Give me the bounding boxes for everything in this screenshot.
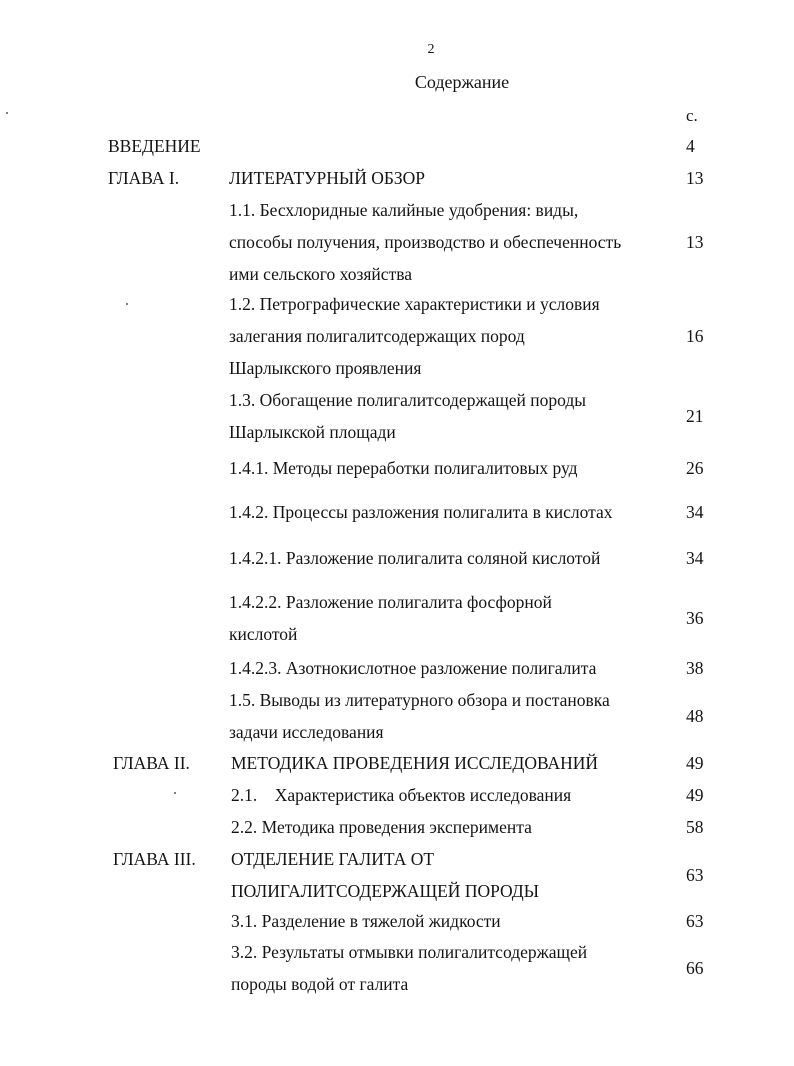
toc-page: 63 [686,911,704,931]
toc-page: 66 [686,958,704,978]
toc-text [231,843,671,907]
toc-text [231,936,671,1000]
scan-speck [6,112,8,114]
toc-page: 48 [686,706,704,726]
toc-entry-chapter-2[interactable] [0,747,794,779]
toc-entry-1-1[interactable] [0,194,794,290]
toc-page: 13 [686,232,704,252]
toc-text [229,162,669,194]
toc-line: способы получения, производство и обеспеченность [229,232,622,252]
toc-line: Шарлыкской площади [229,422,396,442]
toc-line: кислотой [229,624,298,644]
toc-line: 1.4.2.2. Разложение полигалита фосфорной [229,592,552,612]
toc-entry-chapter-3[interactable] [0,843,794,907]
toc-line: 1.3. Обогащение полигалитсодержащей породы [229,390,587,410]
page-column-header: с. [686,106,698,125]
toc-line: 3.2. Результаты отмывки полигалитсодержащей [231,942,588,962]
toc-text [231,779,671,811]
toc-entry-1-5[interactable] [0,684,794,748]
toc-text [229,542,669,574]
toc-line: ими сельского хозяйства [229,264,413,284]
toc-page: 4 [686,136,695,156]
toc-page: 49 [686,785,704,805]
toc-entry-1-4-1[interactable] [0,452,794,484]
toc-entry-1-3[interactable] [0,384,794,448]
toc-text [229,194,669,290]
toc-label: ВВЕДЕНИЕ [108,136,201,156]
toc-page: 21 [686,406,704,426]
toc-entry-1-2[interactable] [0,288,794,384]
toc-text [229,288,669,384]
toc-entry-1-4-2-1[interactable] [0,542,794,574]
toc-page: 38 [686,658,704,678]
toc-label: ГЛАВА II. [113,753,190,773]
toc-line: 1.1. Бесхлоридные калийные удобрения: виды, [229,200,579,220]
toc-entry-3-2[interactable] [0,936,794,1000]
toc-line: 1.4.2. Процессы разложения полигалита в кислотах [229,502,613,522]
toc-page: 34 [686,502,704,522]
toc-text [229,586,669,650]
toc-page: 34 [686,548,704,568]
toc-text [229,452,669,484]
toc-page: 36 [686,608,704,628]
toc-page: 26 [686,458,704,478]
toc-entry-3-1[interactable] [0,905,794,937]
toc-entry-1-4-2[interactable] [0,496,794,528]
toc-line: 1.4.2.1. Разложение полигалита соляной кислотой [229,548,601,568]
page-number: 2 [427,42,435,57]
toc-line: 2.1. Характеристика объектов исследования [231,785,572,805]
toc-text [229,496,669,528]
toc-line: залегания полигалитсодержащих пород [229,326,525,346]
toc-text [231,747,671,779]
toc-line: задачи исследования [229,722,384,742]
toc-line: 1.4.1. Методы переработки полигалитовых руд [229,458,578,478]
toc-line: ОТДЕЛЕНИЕ ГАЛИТА ОТ [231,849,435,869]
toc-text [231,905,671,937]
toc-entry-1-4-2-2[interactable] [0,586,794,650]
toc-text [229,684,669,748]
toc-line: 1.5. Выводы из литературного обзора и постановка [229,690,610,710]
toc-line: 1.4.2.3. Азотнокислотное разложение полигалита [229,658,597,678]
toc-page: 63 [686,865,704,885]
toc-line: Шарлыкского проявления [229,358,422,378]
toc-entry-1-4-2-3[interactable] [0,652,794,684]
toc-line: 2.2. Методика проведения эксперимента [231,817,532,837]
toc-entry-chapter-1[interactable] [0,162,794,194]
toc-text [229,384,669,448]
toc-text [229,652,669,684]
toc-page: 49 [686,753,704,773]
toc-line: ЛИТЕРАТУРНЫЙ ОБЗОР [229,168,426,188]
toc-line: 3.1. Разделение в тяжелой жидкости [231,911,501,931]
toc-line: МЕТОДИКА ПРОВЕДЕНИЯ ИССЛЕДОВАНИЙ [231,753,599,773]
toc-label: ГЛАВА I. [108,168,180,188]
toc-page: 16 [686,326,704,346]
toc-text [231,811,671,843]
toc-label: ГЛАВА III. [113,849,196,869]
toc-line: 1.2. Петрографические характеристики и условия [229,294,600,314]
toc-entry-2-1[interactable] [0,779,794,811]
toc-page: 13 [686,168,704,188]
toc-entry-2-2[interactable] [0,811,794,843]
toc-page: 58 [686,817,704,837]
toc-line: ПОЛИГАЛИТСОДЕРЖАЩЕЙ ПОРОДЫ [231,881,540,901]
toc-entry-introduction[interactable] [0,130,794,162]
page-title: Содержание [414,72,510,92]
toc-line: породы водой от галита [231,974,409,994]
